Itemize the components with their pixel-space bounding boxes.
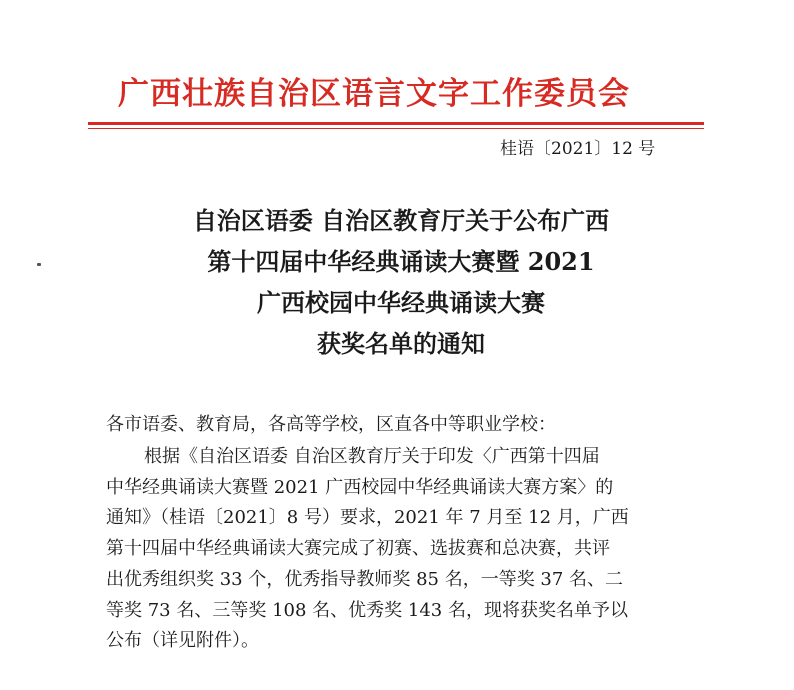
letterhead-red-rule xyxy=(88,122,704,125)
salutation: 各市语委、教育局，各高等学校，区直各中等职业学校： xyxy=(106,414,556,435)
body-line: 通知》（桂语〔2021〕8 号）要求，2021 年 7 月至 12 月，广西 xyxy=(106,507,629,529)
title-line: 第十四届中华经典诵读大赛暨 2021 xyxy=(207,247,595,276)
body-line: 第十四届中华经典诵读大赛完成了初赛、选拔赛和总决赛，共评 xyxy=(106,538,610,560)
title-line: 自治区语委 自治区教育厅关于公布广西 xyxy=(192,206,610,235)
title-line: 获奖名单的通知 xyxy=(317,329,485,358)
body-line: 根据《自治区语委 自治区教育厅关于印发〈广西第十四届 xyxy=(144,446,600,467)
letterhead-organization: 广西壮族自治区语言文字工作委员会 xyxy=(118,76,630,112)
title-line: 广西校园中华经典诵读大赛 xyxy=(257,288,545,317)
document-number: 桂语〔2021〕12 号 xyxy=(500,139,656,159)
letterhead-red-rule-thin xyxy=(88,128,704,129)
body-line: 公布（详见附件）。 xyxy=(106,630,259,652)
scan-speck xyxy=(37,263,41,266)
document-title xyxy=(110,200,692,364)
body-line: 等奖 73 名、三等奖 108 名、优秀奖 143 名，现将获奖名单予以 xyxy=(106,599,628,621)
body-line: 中华经典诵读大赛暨 2021 广西校园中华经典诵读大赛方案〉的 xyxy=(106,476,614,498)
body-paragraph xyxy=(106,442,698,657)
body-line: 出优秀组织奖 33 个，优秀指导教师奖 85 名，一等奖 37 名、二 xyxy=(106,568,624,590)
